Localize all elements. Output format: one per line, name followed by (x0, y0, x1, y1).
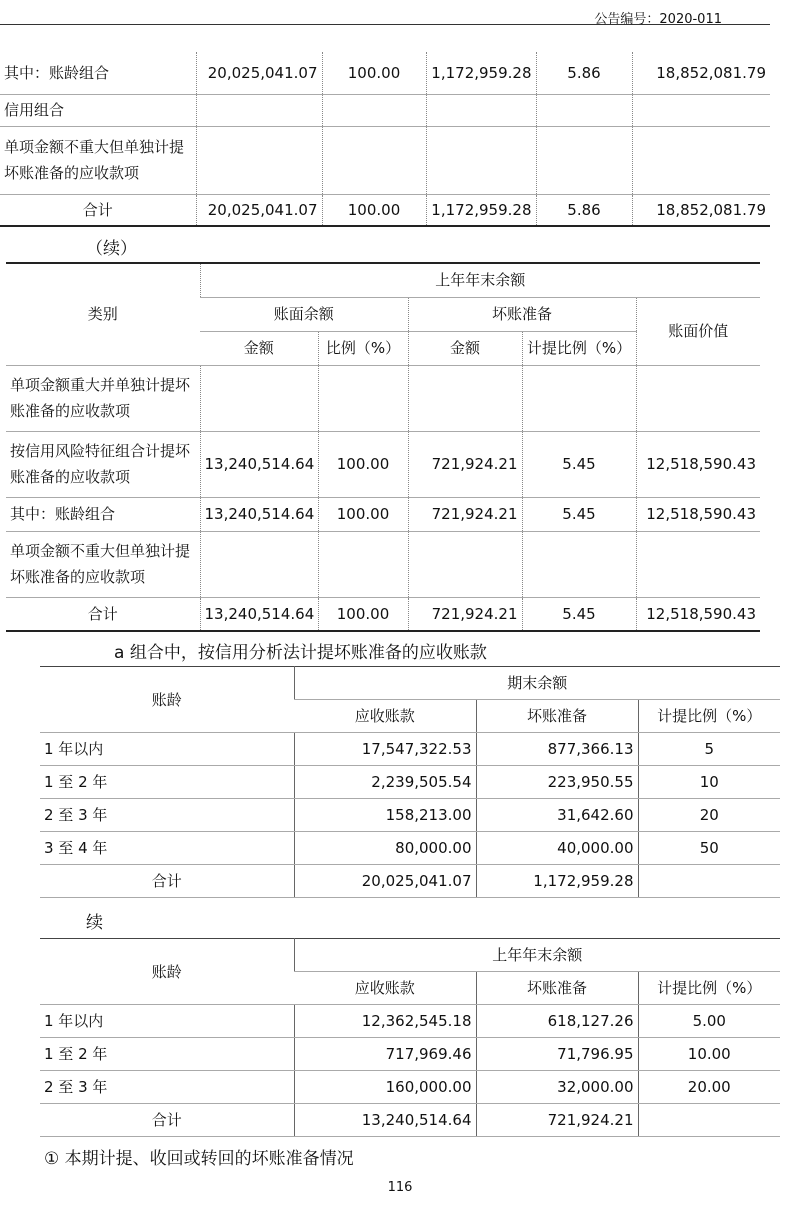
table-prior-year-category (6, 262, 760, 632)
cell: 17,547,322.53 (294, 733, 476, 766)
cell: 5.45 (522, 431, 636, 497)
cell: 618,127.26 (476, 1005, 638, 1038)
cell (322, 126, 426, 194)
cell (200, 365, 318, 431)
total-row (0, 194, 770, 226)
cell: 71,796.95 (476, 1038, 638, 1071)
cell (318, 365, 408, 431)
cell: 31,642.60 (476, 799, 638, 832)
cell (536, 126, 632, 194)
header-row (6, 263, 760, 297)
cell: 1 年以内 (40, 1005, 294, 1038)
total-row (40, 1104, 780, 1137)
header-row (40, 667, 780, 700)
table-current-category (0, 52, 770, 227)
table-row (40, 1071, 780, 1104)
cell: 18,852,081.79 (632, 194, 770, 226)
cell (536, 94, 632, 126)
notice-number: 公告编号：2020-011 (594, 12, 722, 27)
table-row (40, 832, 780, 865)
cell: 100.00 (318, 597, 408, 631)
cell: 32,000.00 (476, 1071, 638, 1104)
cell: 877,366.13 (476, 733, 638, 766)
cell (426, 126, 536, 194)
cell: 10.00 (638, 1038, 780, 1071)
cell (632, 126, 770, 194)
cell: 721,924.21 (408, 431, 522, 497)
cell: 1,172,959.28 (426, 52, 536, 94)
cell: 20,025,041.07 (294, 865, 476, 898)
cell: 按信用风险特征组合计提坏账准备的应收款项 (6, 431, 200, 497)
table-aging-current (40, 666, 780, 898)
page-number: 116 (387, 1180, 413, 1195)
cell: 信用组合 (0, 94, 196, 126)
table-row (6, 431, 760, 497)
header-age: 账龄 (40, 939, 294, 1005)
cell: 717,969.46 (294, 1038, 476, 1071)
table-row (40, 1038, 780, 1071)
table-row (40, 733, 780, 766)
cell (196, 126, 322, 194)
cell: 2,239,505.54 (294, 766, 476, 799)
cell: 合计 (40, 865, 294, 898)
cell: 单项金额重大并单独计提坏账准备的应收款项 (6, 365, 200, 431)
cell: 1 年以内 (40, 733, 294, 766)
cell (322, 94, 426, 126)
caption-continued: （续） (86, 239, 137, 259)
caption-credit-analysis: a 组合中，按信用分析法计提坏账准备的应收账款 (114, 643, 487, 663)
total-row (40, 865, 780, 898)
header-ratio: 计提比例（%） (638, 700, 780, 733)
cell (196, 94, 322, 126)
cell: 单项金额不重大但单独计提坏账准备的应收款项 (6, 531, 200, 597)
table-row (0, 94, 770, 126)
table-row (40, 766, 780, 799)
cell (522, 365, 636, 431)
header-ratio: 计提比例（%） (638, 972, 780, 1005)
cell: 100.00 (322, 52, 426, 94)
cell (638, 865, 780, 898)
cell (426, 94, 536, 126)
caption-provision-change: ① 本期计提、收回或转回的坏账准备情况 (44, 1149, 354, 1169)
cell: 合计 (6, 597, 200, 631)
table-row (0, 52, 770, 94)
header-bad-debt: 坏账准备 (476, 700, 638, 733)
cell: 100.00 (318, 431, 408, 497)
header-period: 上年年末余额 (294, 939, 780, 972)
cell: 13,240,514.64 (294, 1104, 476, 1137)
table-aging-prior-year (40, 938, 780, 1137)
cell (200, 531, 318, 597)
cell: 1,172,959.28 (426, 194, 536, 226)
cell: 20,025,041.07 (196, 52, 322, 94)
header-receivable: 应收账款 (294, 972, 476, 1005)
header-period: 期末余额 (294, 667, 780, 700)
cell: 721,924.21 (476, 1104, 638, 1137)
header-category: 类别 (6, 263, 200, 365)
table-row (6, 497, 760, 531)
header-bad-debt: 坏账准备 (476, 972, 638, 1005)
cell (632, 94, 770, 126)
header-bad-debt: 坏账准备 (408, 297, 636, 331)
cell (638, 1104, 780, 1137)
cell: 13,240,514.64 (200, 431, 318, 497)
cell: 160,000.00 (294, 1071, 476, 1104)
cell: 721,924.21 (408, 497, 522, 531)
header-book-balance: 账面余额 (200, 297, 408, 331)
cell: 13,240,514.64 (200, 597, 318, 631)
cell: 5.86 (536, 52, 632, 94)
cell: 5.45 (522, 597, 636, 631)
total-row (6, 597, 760, 631)
cell: 5.86 (536, 194, 632, 226)
cell: 1 至 2 年 (40, 766, 294, 799)
cell: 合计 (40, 1104, 294, 1137)
header-age: 账龄 (40, 667, 294, 733)
caption-continued: 续 (86, 913, 103, 933)
cell: 18,852,081.79 (632, 52, 770, 94)
cell (636, 365, 760, 431)
cell: 100.00 (322, 194, 426, 226)
cell (522, 531, 636, 597)
cell: 其中：账龄组合 (6, 497, 200, 531)
cell: 1,172,959.28 (476, 865, 638, 898)
table-row (6, 531, 760, 597)
table-row (40, 1005, 780, 1038)
cell: 12,362,545.18 (294, 1005, 476, 1038)
cell: 5.00 (638, 1005, 780, 1038)
cell: 20,025,041.07 (196, 194, 322, 226)
header-row (40, 939, 780, 972)
cell: 单项金额不重大但单独计提坏账准备的应收款项 (0, 126, 196, 194)
cell: 721,924.21 (408, 597, 522, 631)
cell: 12,518,590.43 (636, 597, 760, 631)
table-row (6, 365, 760, 431)
header-amount: 金额 (200, 331, 318, 365)
header-book-value: 账面价值 (636, 297, 760, 365)
cell: 100.00 (318, 497, 408, 531)
cell: 158,213.00 (294, 799, 476, 832)
cell: 12,518,590.43 (636, 497, 760, 531)
cell: 50 (638, 832, 780, 865)
header-period: 上年年末余额 (200, 263, 760, 297)
header-rule (0, 24, 770, 25)
cell: 1 至 2 年 (40, 1038, 294, 1071)
cell: 5 (638, 733, 780, 766)
cell: 20 (638, 799, 780, 832)
cell (318, 531, 408, 597)
header-provision-ratio: 计提比例（%） (522, 331, 636, 365)
cell: 合计 (0, 194, 196, 226)
header-receivable: 应收账款 (294, 700, 476, 733)
cell: 5.45 (522, 497, 636, 531)
table-row (0, 126, 770, 194)
cell: 12,518,590.43 (636, 431, 760, 497)
cell: 80,000.00 (294, 832, 476, 865)
cell: 其中：账龄组合 (0, 52, 196, 94)
cell (636, 531, 760, 597)
header-amount: 金额 (408, 331, 522, 365)
cell: 3 至 4 年 (40, 832, 294, 865)
cell: 40,000.00 (476, 832, 638, 865)
cell: 10 (638, 766, 780, 799)
cell: 2 至 3 年 (40, 1071, 294, 1104)
cell: 20.00 (638, 1071, 780, 1104)
cell: 223,950.55 (476, 766, 638, 799)
header-ratio: 比例（%） (318, 331, 408, 365)
cell: 2 至 3 年 (40, 799, 294, 832)
cell (408, 365, 522, 431)
cell: 13,240,514.64 (200, 497, 318, 531)
table-row (40, 799, 780, 832)
cell (408, 531, 522, 597)
